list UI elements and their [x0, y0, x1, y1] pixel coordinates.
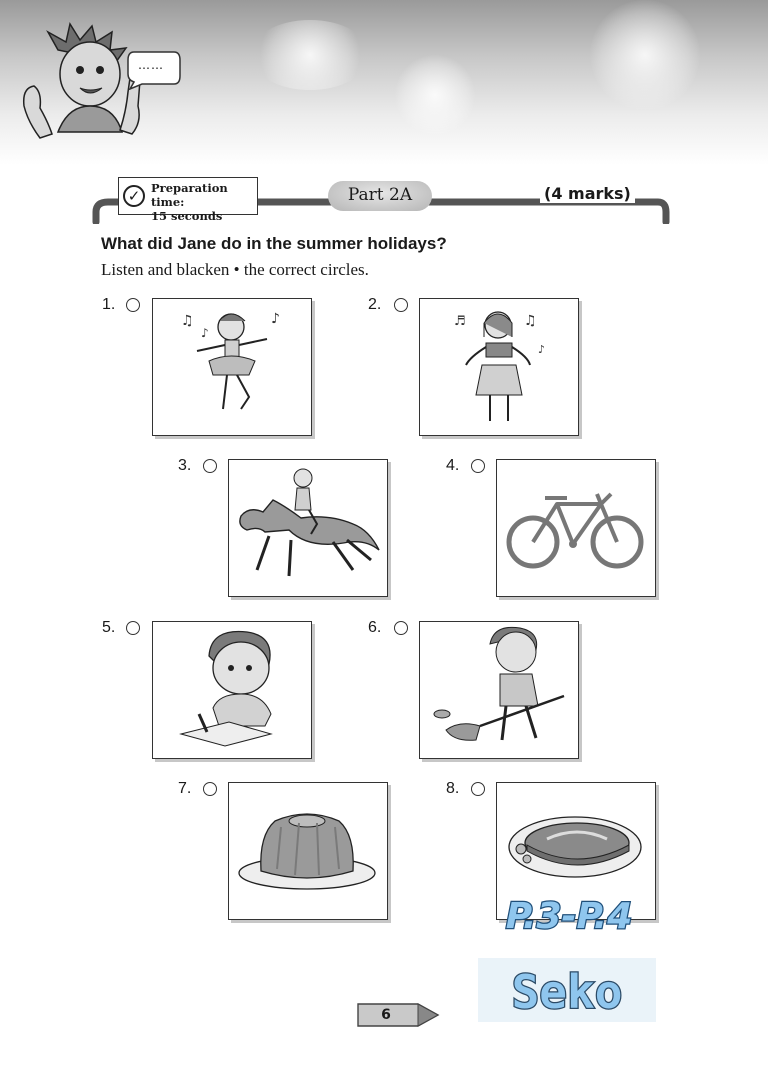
bicycle-icon — [497, 460, 654, 595]
boy-writing-icon — [153, 622, 310, 757]
option-picture-1 — [152, 298, 312, 436]
option-number: 1. — [102, 296, 116, 313]
answer-circle-8[interactable] — [471, 782, 485, 796]
svg-text:♫: ♫ — [181, 313, 194, 329]
instruction-text: Listen and blacken • the correct circles. — [101, 260, 369, 279]
option-picture-3 — [228, 459, 388, 597]
marks-label: (4 marks) — [540, 184, 635, 203]
answer-circle-5[interactable] — [126, 621, 140, 635]
check-icon: ✓ — [123, 185, 145, 207]
option-picture-5 — [152, 621, 312, 759]
option-number: 6. — [368, 619, 382, 636]
ballet-dancer-icon — [153, 299, 310, 434]
brand-logo — [478, 958, 656, 1022]
option-picture-2 — [419, 298, 579, 436]
answer-circle-3[interactable] — [203, 459, 217, 473]
page-number: 6 — [381, 1007, 391, 1023]
option-number: 7. — [178, 780, 192, 797]
flower-decoration — [250, 20, 370, 90]
hula-dancer-icon — [420, 299, 577, 434]
speech-bubble-text: …… — [138, 58, 164, 72]
prep-label: Preparation time: — [151, 181, 228, 209]
answer-circle-4[interactable] — [471, 459, 485, 473]
grade-logo-text: P.3-P.4 — [505, 896, 633, 937]
grade-logo — [474, 892, 664, 938]
brand-logo-text: Seko — [511, 965, 623, 1019]
svg-text:♪: ♪ — [538, 343, 546, 356]
svg-text:♬: ♬ — [454, 314, 466, 329]
part-badge — [328, 181, 432, 211]
boy-sweeping-icon — [420, 622, 577, 757]
option-number: 8. — [446, 780, 460, 797]
jelly-pudding-icon — [229, 783, 386, 918]
horse-rider-icon — [229, 460, 386, 595]
part-title: Part 2A — [347, 185, 413, 205]
answer-circle-1[interactable] — [126, 298, 140, 312]
answer-circle-7[interactable] — [203, 782, 217, 796]
svg-text:♪: ♪ — [271, 311, 280, 327]
option-number: 4. — [446, 457, 460, 474]
option-number: 2. — [368, 296, 382, 313]
answer-circle-6[interactable] — [394, 621, 408, 635]
question-text: What did Jane do in the summer holidays? — [101, 234, 447, 253]
prep-duration: 15 seconds — [151, 209, 223, 223]
svg-text:♫: ♫ — [524, 313, 537, 329]
option-number: 5. — [102, 619, 116, 636]
flower-decoration — [590, 0, 700, 110]
preparation-time-box — [118, 177, 258, 223]
option-picture-4 — [496, 459, 656, 597]
answer-circle-2[interactable] — [394, 298, 408, 312]
flower-decoration — [395, 55, 475, 135]
option-picture-6 — [419, 621, 579, 759]
option-picture-7 — [228, 782, 388, 920]
svg-text:♪: ♪ — [201, 326, 209, 340]
option-number: 3. — [178, 457, 192, 474]
